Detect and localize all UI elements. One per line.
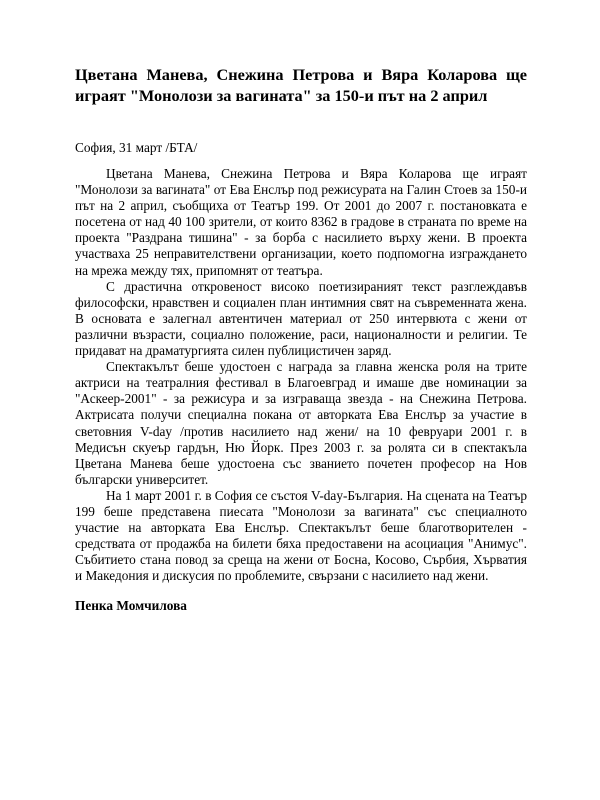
article-paragraph: Спектакълът беше удостоен с награда за главна женска роля на трите актриси на театралния фестивал в Благоевград и имаше две номинации за "Аскеер-2001" - за режисура и за изграваща звезда - на Снежина Петрова. Актрисата получи специална покана от авторката Ева Енслър за участие в световния V-day /против насилието над жени/ на 10 февруари 2001 г. в Медисън скуеър гардън, Ню Йорк. През 2003 г. за ролята си в спектакъла Цветана Манева беше удостоена със званието почетен професор на Нов български университет. bbox=[75, 359, 527, 487]
article-paragraph: С драстична откровеност високо поетизираният текст разглеждавъв философски, нравствен и социален план интимния свят на съвременната жена. В основата е залегнал автентичен материал от 250 интервюта с жени от различни възрасти, социално положение, раси, националности и религии. Те придават на драматургията силен публицистичен заряд. bbox=[75, 278, 527, 359]
article-title: Цветана Манева, Снежина Петрова и Вяра Коларова ще играят "Монолози за вагината" за 150-и път на 2 април bbox=[75, 65, 527, 105]
dateline: София, 31 март /БТА/ bbox=[75, 140, 198, 155]
article bbox=[75, 64, 527, 628]
article-paragraph: На 1 март 2001 г. в София се състоя V-day-България. На сцената на Театър 199 беше представена пиесата "Монолози за вагината" със специалното участие на авторката Ева Енслър. Спектакълът беше благотворителен - средствата от продажба на билети бяха предоставени на асоциация "Анимус". Събитието стана повод за среща на жени от Босна, Косово, Сърбия, Хърватия и Македония и дискусия по проблемите, свързани с насилието над жени. bbox=[75, 487, 527, 584]
author-name: Пенка Момчилова bbox=[75, 598, 187, 614]
article-paragraph: Цветана Манева, Снежина Петрова и Вяра Коларова ще играят "Монолози за вагината" от Ева Енслър под режисурата на Галин Стоев за 150-и път на 2 април, съобщиха от Театър 199. От 2001 до 2007 г. постановката е посетена от над 40 100 зрители, от които 8362 в градове в страната по време на проекта "Раздрана тишина" - за борба с насилието върху жени. В проекта участваха 25 неправителствени организации, което подпомогна изграждането на мрежа между тях, припомнят от театъра. bbox=[75, 166, 527, 278]
